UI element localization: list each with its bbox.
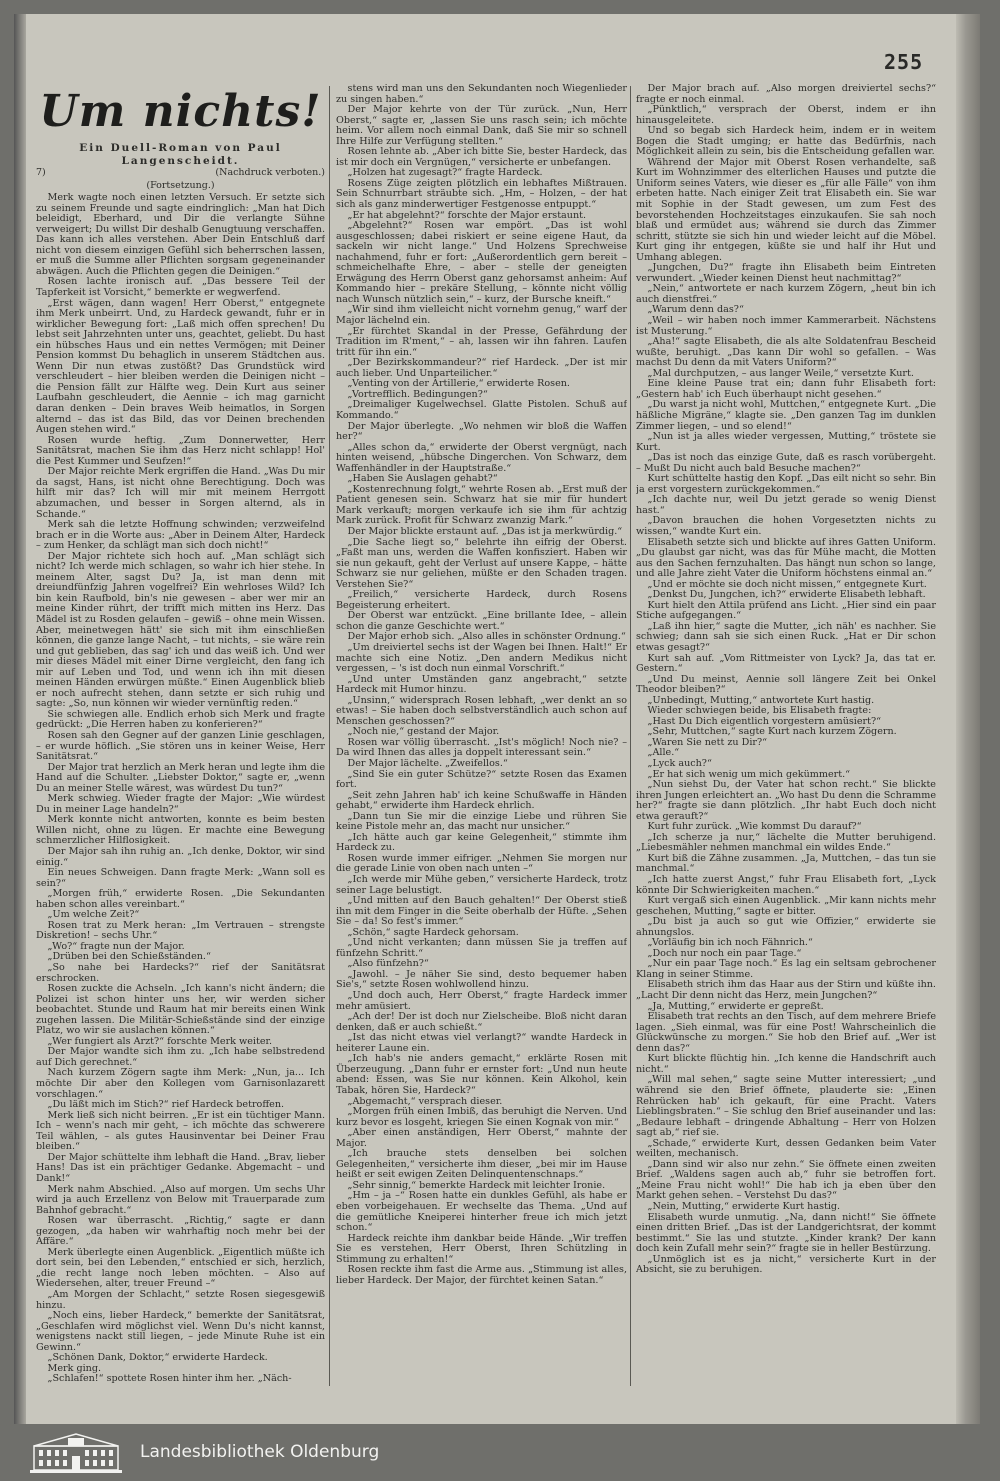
column-2-text [336, 84, 627, 1286]
paragraph: Rosen lehnte ab. „Aber ich bitte Sie, bester Hardeck, das ist mir doch ein Vergnügen,“ versicherte er unbefangen. [336, 146, 627, 168]
article-byline: Ein Duell-Roman von Paul Langenscheidt. [79, 142, 282, 167]
paragraph: „Und nicht verkanten; dann müssen Sie ja treffen auf fünfzehn Schritt.“ [336, 937, 627, 959]
footer-bar [0, 1424, 1000, 1481]
paragraph: „Nein, Mutting,“ erwiderte Kurt hastig. [647, 1200, 841, 1212]
paragraph: Der Major überlegte. „Wo nehmen wir bloß die Waffen her?“ [336, 420, 627, 443]
paragraph: „Ach der! Der ist doch nur Zielscheibe. Bloß nicht daran denken, daß er auch schießt.“ [336, 1011, 627, 1033]
paragraph: „Ich hätte auch gar keine Gelegenheit,“ stimmte ihm Hardeck zu. [336, 831, 627, 854]
paragraph: Der Major blickte erstaunt auf. „Das ist ja merkwürdig.“ [347, 525, 623, 537]
column-rule [630, 86, 631, 1386]
paragraph: „Das ist noch das einzige Gute, daß es rasch vorübergeht. – Mußt Du nicht auch bald Besuche machen?“ [636, 452, 936, 474]
paragraph: „So nahe bei Hardecks?“ rief der Sanitätsrat erschrocken. [36, 962, 325, 984]
paragraph: „Ich brauche stets denselben bei solchen Gelegenheiten,“ versicherte ihm dieser, „bei mir im Hause heißt er seit ewigen Zeiten Delinquentenschnaps.“ [336, 1148, 627, 1181]
paragraph: Rosen sah den Gegner auf der ganzen Linie geschlagen, – er wurde höflich. „Sie stören uns in keiner Weise, Herr Sanitätsrat.“ [36, 729, 325, 763]
paragraph: „Alles schon da,“ erwiderte der Oberst vergnügt, nach hinten weisend, „hübsche Dingerchen. Von Schwarz, dem Waffenhändler in der Hauptstraße.“ [336, 441, 627, 474]
paragraph: Kurt schüttelte hastig den Kopf. „Das eilt nicht so sehr. Bin ja erst vorgestern zurückgekommen.“ [636, 473, 936, 495]
paragraph: „Vorläufig bin ich noch Fähnrich.“ [647, 937, 813, 949]
paragraph: „Sehr, Muttchen,“ sagte Kurt nach kurzem Zögern. [647, 726, 897, 738]
column-2 [336, 84, 627, 1394]
paragraph: „Nein,“ antwortete er nach kurzem Zögern, „heut bin ich auch dienstfrei.“ [636, 283, 936, 305]
paragraph: „Er fürchtet Skandal in der Presse, Gefährdung der Tradition im R'ment,“ – ah, lassen wir ihn fahren. Laufen tritt für ihn ein.“ [336, 325, 627, 358]
paragraph: Kurt fuhr zurück. „Wie kommst Du darauf?“ [647, 821, 862, 833]
paragraph: „Schönen Dank, Doktor,“ erwiderte Hardeck. [47, 1352, 268, 1364]
paragraph: „Unbedingt, Mutting,“ antwortete Kurt hastig. [647, 694, 875, 706]
paragraph: „Die Sache liegt so,“ belehrte ihn eifrig der Oberst. „Faßt man uns, werden die Waffen konfisziert. Haben wir sie nun gekauft, geht der Verlust auf unsere Kappe, – hätte Schwarz sie nur geliehen, müßte er den Schaden tragen. Verstehen Sie?“ [336, 536, 627, 590]
paragraph: „Waren Sie nett zu Dir?“ [647, 736, 768, 748]
paragraph: „Nur ein paar Tage noch.“ Es lag ein seltsam gebrochener Klang in seiner Stimme. [636, 958, 936, 980]
paragraph: „Will mal sehen,“ sagte seine Mutter interessiert; „und während sie den Brief öffnete, plauderte sie: „Einen Rehrücken hab' ich gekauft, für eine Pracht. Vaters Lieblingsbraten.“ – Sie schlug den Brief auseinander und las: „Bedaure lebhaft – dringende Abhaltung – Herr von Holzen sagt ab,“ rief sie. [636, 1074, 936, 1139]
paragraph: „Er hat abgelehnt?“ forschte der Major erstaunt. [347, 209, 587, 221]
paragraph: Der Major wandte sich ihm zu. „Ich habe selbstredend auf Dich gerechnet.“ [36, 1046, 325, 1068]
column-rule [329, 86, 330, 1386]
paragraph: „Wir sind ihm vielleicht nicht vornehm genug,“ warf der Major lächelnd ein. [336, 304, 627, 327]
paragraph: „Abgemacht,“ versprach dieser. [347, 1095, 503, 1107]
paragraph: „Morgen früh einen Imbiß, das beruhigt die Nerven. Und kurz bevor es losgeht, kriegen Sie einen Kognak von mir.“ [336, 1106, 627, 1128]
paragraph: „Aber einen anständigen, Herr Oberst,“ mahnte der Major. [336, 1127, 627, 1149]
paragraph: „Unsinn,“ widersprach Rosen lebhaft, „wer denkt an so etwas! – Sie haben doch selbstverständlich auch schon auf Menschen geschossen?“ [336, 694, 627, 727]
paragraph: Rosen reckte ihm fast die Arme aus. „Stimmung ist alles, lieber Hardeck. Der Major, der fürchtet keinen Satan.“ [336, 1264, 627, 1286]
paragraph: Rosen trat zu Merk heran: „Im Vertrauen – strengste Diskretion! – sechs Uhr.“ [36, 919, 325, 942]
page-edge-shadow [956, 14, 980, 1424]
library-building-icon [28, 1432, 124, 1474]
paragraph: „Wo?“ fragte nun der Major. [47, 940, 185, 952]
paragraph: „Erst wägen, dann wagen! Herr Oberst,“ entgegnete ihm Merk unbeirrt. Und, zu Hardeck gewandt, fuhr er in wirklicher Bewegung fort: „Laß mich offen sprechen! Du lebst seit Jahrzehnten unter uns, geachtet, geliebt. Du hast ein hübsches Haus und ein nettes Vermögen; mit Deiner Pension kommst Du behaglich in unserem Städtchen aus. Wenn Dir nun etwas zustößt? Das Grundstück wird verschleudert – hier bleiben werden die Deinigen nicht – die Pension fällt zur Hälfte weg. Dein Kurt aus seiner Laufbahn geschleudert, die Aennie – ich mag garnicht daran denken – Dein braves Weib heimatlos, in Sorgen alternd – das ist das Bild, das vor Deinen brechenden Augen stehen wird.“ [36, 297, 325, 436]
paragraph: Der Major schüttelte ihm lebhaft die Hand. „Brav, lieber Hans! Das ist ein prächtiger Gedanke. Abgemacht – und Dank!“ [36, 1151, 325, 1184]
paragraph: Der Major richtete sich hoch auf. „Man schlägt sich nicht? Ich werde mich schlagen, so wahr ich hier stehe. In meinem Alter, sagst Du? Ja, ist man denn mit dreiundfünfzig Jahren vogelfrei? Ein wehrloses Wild? Ich bin kein Raufbold, bin's nie gewesen – aber wer mir an meine Kinder rührt, der trifft mich mitten ins Herz. Das Mädel ist zu Rosden gelaufen – gewiß – ohne mein Wissen. Aber, meinetwegen hätt' sie sich mit ihm einschließen können, die ganze lange Nacht, – tut nichts, – sie wäre rein und gut geblieben, das sag' ich und das weiß ich. Und wer mir dieses Mädel mit einer Dirne vergleicht, den fang ich mir auf Leben und Tod, und wenn ich ihn mit diesen meinen Händen erwürgen müßte.“ Einen Augenblick blieb er noch aufrecht stehen, dann setzte er sich ruhig und sagte: „So, nun können wir wieder vernünftig reden.“ [36, 550, 325, 710]
paragraph: Rosen lachte ironisch auf. „Das bessere Teil der Tapferkeit ist Vorsicht,“ bemerkte er wegwerfend. [36, 276, 325, 299]
paragraph: „Ist das nicht etwas viel verlangt?“ wandte Hardeck in heiterer Laune ein. [336, 1032, 627, 1054]
paragraph: Kurt biß die Zähne zusammen. „Ja, Muttchen, – das tun sie manchmal.“ [636, 852, 936, 875]
column-1 [36, 84, 325, 1394]
paragraph: „Venting von der Artillerie,“ erwiderte Rosen. [347, 378, 570, 390]
paragraph: „Dreimaliger Kugelwechsel. Glatte Pistolen. Schuß auf Kommando.“ [336, 399, 627, 421]
paragraph: „Ich scherze ja nur,“ lächelte die Mutter beruhigend. „Liebesmähler nehmen manchmal ein wildes Ende.“ [636, 831, 936, 854]
paragraph: „Haben Sie Auslagen gehabt?“ [347, 473, 498, 485]
paragraph: „Jawohl. – Je näher Sie sind, desto bequemer haben Sie's,“ setzte Rosen wohlwollend hinzu. [336, 968, 627, 991]
paragraph: „Du läßt mich im Stich?“ rief Hardeck betroffen. [47, 1099, 285, 1111]
paragraph: „Schade,“ erwiderte Kurt, dessen Gedanken beim Vater weilten, mechanisch. [636, 1137, 936, 1160]
paragraph: „Davon brauchen die hohen Vorgesetzten nichts zu wissen,“ wandte Kurt ein. [636, 515, 936, 537]
paragraph: Elisabeth strich ihm das Haar aus der Stirn und küßte ihn. „Lacht Dir denn nicht das Herz, mein Jungchen?“ [636, 979, 936, 1002]
continuation-label: (Fortsetzung.) [146, 179, 215, 191]
paragraph: Merk sah die letzte Hoffnung schwinden; verzweifelnd brach er in die Worte aus: „Aber in Deinem Alter, Hardeck – zum Henker, da schlägt man sich doch nicht!“ [36, 519, 325, 552]
paragraph: „Ich hab's nie anders gemacht,“ erklärte Rosen mit Überzeugung. „Dann fuhr er ernster fort: „Und nun heute abend: Essen, was Sie nur können. Kein Alkohol, kein Tabak, hören Sie, Hardeck?“ [336, 1053, 627, 1096]
paragraph: „Noch eins, lieber Hardeck,“ bemerkte der Sanitätsrat, „Geschlafen wird möglichst viel. Wenn Du's nicht kannst, wenigstens nackt still liegen, – jede Minute Ruhe ist ein Gewinn.“ [36, 1310, 325, 1353]
paragraph: „Und doch auch, Herr Oberst,“ fragte Hardeck immer mehr amüsiert. [336, 990, 627, 1012]
column-3 [636, 84, 936, 1394]
paragraph: „Freilich,“ versicherte Hardeck, durch Rosens Begeisterung erheitert. [336, 589, 627, 611]
paragraph: Rosens Züge zeigten plötzlich ein lebhaftes Mißtrauen. Sein Schnurrbart sträubte sich. „Hm, – Holzen, – der hat sich als ganz minderwertiger Festgenosse entpuppt.“ [336, 177, 627, 211]
paragraph: Merk schwieg. Wieder fragte der Major: „Wie würdest Du in meiner Lage handeln?“ [36, 793, 325, 815]
paragraph: „Abgelehnt?“ Rosen war empört. „Das ist wohl ausgeschlossen; dabei riskiert er seine eigene Haut, da sackeln wir nicht lange.“ Und Holzens Sprechweise nachahmend, fuhr er fort: „Außerordentlich gern bereit – schmeichelhafte Ehre, – aber – stelle der geneigten Erwägung des Herrn Oberst ganz gehorsamst anheim: Auf Kommando hier – prekäre Stellung, – könnte nicht völlig nach Wunsch nützlich sein,“ – kurz, der Bursche kneift.“ [336, 220, 627, 305]
paragraph: „Weil – wir haben noch immer Kammerarbeit. Nächstens ist Musterung.“ [636, 315, 936, 337]
paragraph: Und so begab sich Hardeck heim, indem er in weitem Bogen die Stadt umging; er hatte das Bedürfnis, nach Möglichkeit allein zu sein, bis die Entscheidung gefallen war. [636, 125, 936, 158]
reprint-note [36, 168, 325, 179]
paragraph: „Du bist ja auch so gut wie Offizier,“ erwiderte sie ahnungslos. [636, 916, 936, 938]
paragraph: Der Major erhob sich. „Also alles in schönster Ordnung.“ [347, 631, 626, 643]
paragraph: „Sehr sinnig,“ bemerkte Hardeck mit leichter Ironie. [347, 1179, 606, 1191]
paragraph: Kurt blickte flüchtig hin. „Ich kenne die Handschrift auch nicht.“ [636, 1053, 936, 1075]
paragraph: Der Major sah ihn ruhig an. „Ich denke, Doktor, wir sind einig.“ [36, 846, 325, 868]
book-spine-shadow [14, 14, 26, 1424]
paragraph: Rosen zuckte die Achseln. „Ich kann's nicht ändern; die Polizei ist schon hinter uns her, wir werden sicher beobachtet. Stunde und Raum hat mir bereits einen Wink zugehen lassen. Die Militär-Schießstände sind der einzige Platz, wo wir sie auslachen können.“ [36, 983, 325, 1037]
paragraph: „Lyck auch?“ [647, 758, 712, 769]
paragraph: „Vortrefflich. Bedingungen?“ [347, 388, 488, 400]
paragraph: „Dann sind wir also nur zehn.“ Sie öffnete einen zweiten Brief. „Waldens sagen auch ab,“ fuhr sie betroffen fort. „Meine Frau nicht wohl!“ Die hab ich ja eben über den Markt gehen sehen. – Verstehst Du das?“ [636, 1158, 936, 1202]
newspaper-page [14, 14, 980, 1424]
paragraph: Der Major reichte Merk ergriffen die Hand. „Was Du mir da sagst, Hans, ist nicht ohne Berechtigung. Doch was hilft mir das? Ich will mir mit meinem Herrgott abzumachen, und besser in Sorgen alternd, als in Schande.“ [36, 466, 325, 520]
column-1-text [36, 193, 325, 1385]
paragraph: „Nun ist ja alles wieder vergessen, Mutting,“ tröstete sie Kurt. [636, 431, 936, 453]
paragraph: Merk nahm Abschied. „Also auf morgen. Um sechs Uhr wird ja auch Erzellenz von Below mit Trauerparade zum Bahnhof gebracht.“ [36, 1183, 325, 1216]
paragraph: Rosen wurde immer eifriger. „Nehmen Sie morgen nur die gerade Linie von oben nach unten –“ [336, 852, 627, 875]
paragraph: „Unmöglich ist es ja nicht,“ versicherte Kurt in der Absicht, sie zu beruhigen. [636, 1253, 936, 1276]
paragraph: Der Oberst war entzückt. „Eine brillante Idee, – allein schon die ganze Geschichte wert.“ [336, 610, 627, 632]
paragraph: Kurt sah auf. „Vom Rittmeister von Lyck? Ja, das tat er. Gestern.“ [636, 652, 936, 675]
paragraph: Rosen war völlig überrascht. „Ist's möglich! Noch nie? – Da wird Ihnen das alles ja doppelt interessant sein.“ [336, 736, 627, 759]
paragraph: Rosen wurde heftig. „Zum Donnerwetter, Herr Sanitätsrat, machen Sie ihm das Herz nicht schlapp! Hol' die Pest Kummer und Seufzen!“ [36, 434, 325, 467]
paragraph: „Ich werde mir Mühe geben,“ versicherte Hardeck, trotz seiner Lage belustigt. [336, 874, 627, 896]
paragraph: Merk überlegte einen Augenblick. „Eigentlich müßte ich dort sein, bei den Lebenden,“ entschied er sich, herzlich, „die recht lange noch leben möchten. – Also auf Wiedersehen, alter, treuer Freund –“ [36, 1246, 325, 1290]
paragraph: „Warum denn das?“ [647, 304, 744, 316]
paragraph: „Ja, Mutting,“ erwiderte er gepreßt. [647, 1000, 824, 1012]
paragraph: „Schön,“ sagte Hardeck gehorsam. [347, 926, 519, 938]
paragraph: „Und Du meinst, Aennie soll längere Zeit bei Onkel Theodor bleiben?“ [636, 673, 936, 696]
installment-number: 7) [36, 167, 46, 178]
paragraph: „Schlafen!“ spottete Rosen hinter ihm her. „Näch- [47, 1373, 292, 1385]
paragraph: „Seit zehn Jahren hab' ich keine Schußwaffe in Händen gehabt,“ erwiderte ihm Hardeck ehrlich. [336, 789, 627, 812]
paragraph: „Du warst ja nicht wohl, Muttchen,“ entgegnete Kurt. „Die häßliche Migräne,“ klagte sie. „Den ganzen Tag im dunklen Zimmer liegen, – und so elend!“ [636, 399, 936, 432]
page-number: 255 [884, 50, 924, 74]
paragraph: Nach kurzem Zögern sagte ihm Merk: „Nun, ja... Ich möchte Dir aber den Kollegen vom Garnisonlazarett vorschlagen.“ [36, 1067, 325, 1100]
paragraph: „Wer fungiert als Arzt?“ forschte Merk weiter. [47, 1035, 273, 1047]
paragraph: Der Major kehrte von der Tür zurück. „Nun, Herr Oberst,“ sagte er, „lassen Sie uns rasch sein; ich möchte heim. Vor allem noch einmal Dank, daß Sie mir so schnell Ihre Hilfe zur Verfügung stellten.“ [336, 104, 627, 147]
paragraph: „Sind Sie ein guter Schütze?“ setzte Rosen das Examen fort. [336, 768, 627, 791]
paragraph: „Pünktlich,“ versprach der Oberst, indem er ihn hinausgeleitete. [636, 104, 936, 126]
paragraph: „Und mitten auf den Bauch gehalten!“ Der Oberst stieß ihn mit dem Finger in die Seite oberhalb der Hüfte. „Sehen Sie – da! So fest's immer.“ [336, 895, 627, 928]
paragraph: stens wird man uns den Sekundanten noch Wiegenlieder zu singen haben.“ [336, 84, 627, 105]
reprint-note-text: (Nachdruck verboten.) [215, 167, 325, 178]
paragraph: Der Major brach auf. „Also morgen dreiviertel sechs?“ fragte er noch einmal. [636, 84, 936, 105]
paragraph: „Um dreiviertel sechs ist der Wagen bei Ihnen. Halt!“ Er machte sich eine Notiz. „Den andern Medikus nicht vergessen, – 's ist doch nun einmal Vorschrift.“ [336, 641, 627, 675]
paragraph: Elisabeth wurde unmutig. „Na, dann nicht!“ Sie öffnete einen dritten Brief. „Das ist der Landgerichtsrat, der kommt bestimmt.“ Sie las und stutzte. „Kinder krank? Der kann doch kein Zufall mehr sein?“ fragte sie in heller Bestürzung. [636, 1211, 936, 1255]
paragraph: Eine kleine Pause trat ein; dann fuhr Elisabeth fort: „Gestern hab' ich Euch überhaupt nicht gesehen.“ [636, 378, 936, 400]
paragraph: „Doch nur noch ein paar Tage.“ [647, 947, 802, 959]
paragraph: Der Major trat herzlich an Merk heran und legte ihm die Hand auf die Schulter. „Liebster Doktor,“ sagte er, „wenn Du an meiner Stelle wärest, was würdest Du tun?“ [36, 761, 325, 794]
paragraph: „Jungchen, Du?“ fragte ihn Elisabeth beim Eintreten verwundert. „Wieder keinen Dienst heut nachmittag?“ [636, 262, 936, 284]
paragraph: Merk wagte noch einen letzten Versuch. Er setzte sich zu seinem Freunde und sagte eindringlich: „Man hat Dich beleidigt, Eberhard, und Dir die verlangte Sühne verweigert; Du willst Dir deshalb Genugtuung verschaffen. Das kann ich alles verstehen. Aber Dein Entschluß darf nicht von diesem einzigen Gefühl sich beherrschen lassen, er muß die Summe aller Pflichten sorgsam gegeneinander abwägen. Auch die Pflichten gegen die Deinigen.“ [36, 192, 325, 277]
paragraph: Hardeck reichte ihm dankbar beide Hände. „Wir treffen Sie es verstehen, Herr Oberst, Ihren Schützling in Stimmung zu erhalten!“ [336, 1232, 627, 1265]
paragraph: „Und er möchte sie doch nicht missen,“ entgegnete Kurt. [647, 578, 927, 590]
paragraph: „Nun siehst Du, der Vater hat schon recht.“ Sie blickte ihren Jungen erleichtert an. „Wo hast Du denn die Schramme her?“ fragte sie dann plötzlich. „Ihr habt Euch doch nicht etwa gerauft?“ [636, 779, 936, 822]
paragraph: „Alle.“ [647, 747, 680, 759]
paragraph: „Hast Du Dich eigentlich vorgestern amüsiert?“ [647, 715, 882, 727]
paragraph: „Denkst Du, Jungchen, ich?“ erwiderte Elisabeth lebhaft. [647, 589, 926, 601]
paragraph: „Noch nie,“ gestand der Major. [347, 726, 500, 738]
paragraph: „Der Bezirkskommandeur?“ rief Hardeck. „Der ist mir auch lieber. Und Unparteilicher.“ [336, 357, 627, 379]
paragraph: Während der Major mit Oberst Rosen verhandelte, saß Kurt im Wohnzimmer des elterlichen Hauses und putzte die Uniform seines Vaters, wie dieser es „für alle Fälle“ von ihm erbeten hatte. Nach einiger Zeit trat Elisabeth ein. Sie war mit Sophie in der Stadt gewesen, um zum Fest des bevorstehenden Hochzeitstages einzukaufen. Sie sah noch blaß und ermüdet aus; während sie durch das Zimmer schritt, stützte sie sich hin und wieder leicht auf die Möbel. Kurt ging ihr entgegen, küßte sie und half ihr Hut und Umhang ablegen. [636, 156, 936, 263]
paragraph: Der Major lächelte. „Zweifellos.“ [347, 758, 508, 769]
paragraph: „Am Morgen der Schlacht,“ setzte Rosen siegesgewiß hinzu. [36, 1288, 325, 1311]
paragraph: „Laß ihn hier,“ sagte die Mutter, „ich näh' es nachher. Sie schwieg; dann sah sie sich einen Ruck. „Hat er Dir schon etwas gesagt?“ [636, 620, 936, 653]
paragraph: Merk konnte nicht antworten, konnte es beim besten Willen nicht, ohne zu lügen. Er machte eine Bewegung schmerzlicher Hilflosigkeit. [36, 814, 325, 847]
article-title: Um nichts! [39, 86, 322, 137]
paragraph: „Also fünfzehn?“ [347, 958, 429, 970]
paragraph: Kurt hielt den Attila prüfend ans Licht. „Hier sind ein paar Stiche aufgegangen.“ [636, 599, 936, 622]
column-3-text [636, 84, 936, 1276]
paragraph: Ein neues Schweigen. Dann fragte Merk: „Wann soll es sein?“ [36, 867, 325, 889]
paragraph: „Drüben bei den Schießständen.“ [47, 951, 211, 963]
paragraph: „Holzen hat zugesagt?“ fragte Hardeck. [347, 167, 543, 179]
library-name: Landesbibliothek Oldenburg [140, 1442, 380, 1462]
paragraph: „Und unter Umständen ganz angebracht,“ setzte Hardeck mit Humor hinzu. [336, 673, 627, 696]
paragraph: Kurt vergaß sich einen Augenblick. „Mir kann nichts mehr geschehen, Mutting,“ sagte er bitter. [636, 895, 936, 917]
paragraph: Elisabeth trat rechts an den Tisch, auf dem mehrere Briefe lagen. „Sieh einmal, was für eine Post! Wahrscheinlich die Glückwünsche zu morgen.“ Sie hob den Brief auf. „Wer ist denn das?“ [636, 1011, 936, 1054]
paragraph: „Aha!“ sagte Elisabeth, die als alte Soldatenfrau Bescheid wußte, beruhigt. „Das kann Dir wohl so gefallen. – Was machst Du denn da mit Vaters Uniform?“ [636, 336, 936, 369]
paragraph: Merk ließ sich nicht beirren. „Er ist ein tüchtiger Mann. Ich – wenn's nach mir geht, – ich möchte das schwerere Teil wählen, – als gutes Hausinventar bei Deiner Frau bleiben.“ [36, 1109, 325, 1153]
paragraph: „Um welche Zeit?“ [47, 909, 140, 921]
paragraph: „Kostenrechnung folgt,“ wehrte Rosen ab. „Erst muß der Patient genesen sein. Schwarz hat sie mir für hundert Mark verkauft; morgen verkaufe ich sie ihm für achtzig Mark zurück. Profit für Schwarz zwanzig Mark.“ [336, 483, 627, 527]
paragraph: „Mal durchputzen, – aus langer Weile,“ versetzte Kurt. [647, 367, 914, 379]
paragraph: Rosen war überrascht. „Richtig,“ sagte er dann gezogen, „da haben wir wahrhaftig noch mehr bei der Affäre.“ [36, 1215, 325, 1248]
paragraph: Wieder schwiegen beide, bis Elisabeth fragte: [647, 705, 872, 717]
paragraph: „Hm – ja –“ Rosen hatte ein dunkles Gefühl, als habe er eben vorbeigehauen. Er wechselte das Thema. „Und auf die gemütliche Kneiperei hinterher freue ich mich jetzt schon.“ [336, 1190, 627, 1234]
paragraph: „Morgen früh,“ erwiderte Rosen. „Die Sekundanten haben schon alles vereinbart.“ [36, 888, 325, 910]
paragraph: Sie schwiegen alle. Endlich erhob sich Merk und fragte gedrückt: „Die Herren haben zu konferieren?“ [36, 708, 325, 731]
paragraph: Elisabeth setzte sich und blickte auf ihres Gatten Uniform. „Du glaubst gar nicht, was das für Mühe macht, die Motten aus den Sachen fernzuhalten. Das hängt nun schon so lange, und alle Jahre zieht Vater die Uniform höchstens einmal an.“ [636, 536, 936, 580]
paragraph: „Ich dachte nur, weil Du jetzt gerade so wenig Dienst hast.“ [636, 494, 936, 516]
paragraph: „Dann tun Sie mir die einzige Liebe und rühren Sie keine Pistole mehr an, das macht nur unsicher.“ [336, 810, 627, 833]
paragraph: „Ich hatte zuerst Angst,“ fuhr Frau Elisabeth fort, „Lyck könnte Dir Schwierigkeiten machen.“ [636, 874, 936, 896]
paragraph: Merk ging. [47, 1362, 102, 1374]
paragraph: „Er hat sich wenig um mich gekümmert.“ [647, 768, 851, 780]
